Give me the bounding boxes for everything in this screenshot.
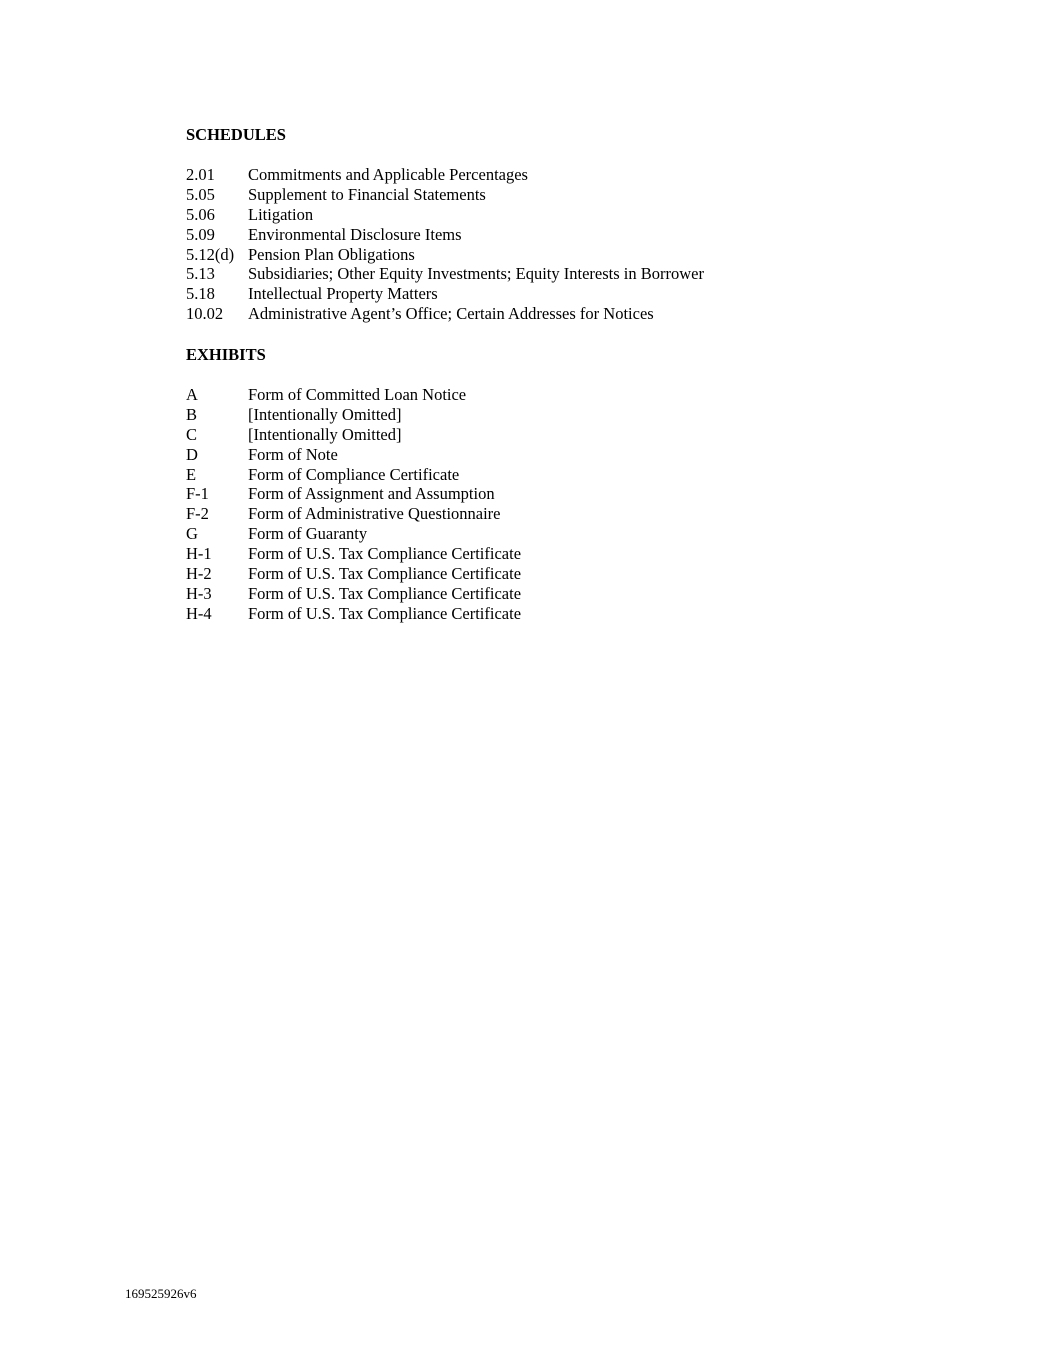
schedule-code: 5.18 <box>186 284 215 304</box>
schedule-entry <box>186 185 704 205</box>
schedule-code: 5.06 <box>186 204 215 224</box>
schedule-code: 5.12(d) <box>186 244 235 264</box>
schedule-entry <box>186 264 704 284</box>
document-id-footer: 169525926v6 <box>125 1286 197 1301</box>
exhibit-entry <box>186 484 521 504</box>
exhibit-title: Form of U.S. Tax Compliance Certificate <box>248 564 522 584</box>
schedule-title: Commitments and Applicable Percentages <box>248 165 528 184</box>
exhibit-entry <box>186 524 521 544</box>
exhibit-entry <box>186 425 521 445</box>
exhibit-code: G <box>186 524 198 544</box>
schedule-title: Litigation <box>248 204 314 224</box>
exhibit-title: Form of Assignment and Assumption <box>248 484 495 504</box>
exhibit-code: E <box>186 464 197 484</box>
exhibit-entry <box>186 504 521 524</box>
schedules-list <box>186 165 704 324</box>
exhibit-entry <box>186 544 521 564</box>
exhibit-code: F-1 <box>186 484 209 504</box>
exhibit-entry <box>186 385 521 405</box>
schedule-title: Intellectual Property Matters <box>248 284 438 304</box>
schedule-entry <box>186 284 704 304</box>
schedule-entry <box>186 165 704 185</box>
exhibit-code: H-4 <box>186 603 212 623</box>
exhibit-title: Form of U.S. Tax Compliance Certificate <box>248 544 522 564</box>
exhibits-heading: EXHIBITS <box>186 345 266 364</box>
schedule-entry <box>186 205 704 225</box>
exhibit-entry <box>186 465 521 485</box>
schedule-code: 2.01 <box>186 165 215 184</box>
exhibit-entry <box>186 604 521 624</box>
exhibit-title: [Intentionally Omitted] <box>248 424 402 444</box>
exhibit-title: Form of Administrative Questionnaire <box>248 504 501 524</box>
exhibit-title: Form of Compliance Certificate <box>248 464 460 484</box>
exhibit-title: Form of Note <box>248 444 338 464</box>
exhibit-entry <box>186 445 521 465</box>
schedule-entry <box>186 304 704 324</box>
exhibit-code: H-2 <box>186 564 212 584</box>
exhibit-title: Form of Committed Loan Notice <box>248 385 467 404</box>
schedule-entry <box>186 245 704 265</box>
schedule-code: 5.05 <box>186 184 215 204</box>
exhibit-code: F-2 <box>186 504 209 524</box>
exhibit-entry <box>186 405 521 425</box>
exhibit-entry <box>186 584 521 604</box>
exhibit-code: C <box>186 424 198 444</box>
schedule-title: Supplement to Financial Statements <box>248 184 486 204</box>
exhibit-code: H-3 <box>186 583 212 603</box>
schedule-code: 5.13 <box>186 264 215 284</box>
exhibit-title: [Intentionally Omitted] <box>248 404 402 424</box>
schedule-code: 5.09 <box>186 224 215 244</box>
schedules-heading: SCHEDULES <box>186 125 286 144</box>
schedule-title: Environmental Disclosure Items <box>248 224 462 244</box>
exhibit-title: Form of U.S. Tax Compliance Certificate <box>248 583 522 603</box>
exhibit-title: Form of U.S. Tax Compliance Certificate <box>248 603 522 623</box>
exhibit-code: D <box>186 444 198 464</box>
exhibit-code: H-1 <box>186 544 212 564</box>
exhibit-title: Form of Guaranty <box>248 524 368 544</box>
schedule-title: Pension Plan Obligations <box>248 244 415 264</box>
exhibit-code: B <box>186 404 198 424</box>
schedule-title: Subsidiaries; Other Equity Investments; Equity Interests in Borrower <box>248 264 704 284</box>
exhibit-code: A <box>186 385 198 404</box>
schedule-entry <box>186 225 704 245</box>
exhibits-list <box>186 385 521 624</box>
schedule-title: Administrative Agent’s Office; Certain Addresses for Notices <box>248 304 654 324</box>
exhibit-entry <box>186 564 521 584</box>
schedule-code: 10.02 <box>186 304 224 324</box>
